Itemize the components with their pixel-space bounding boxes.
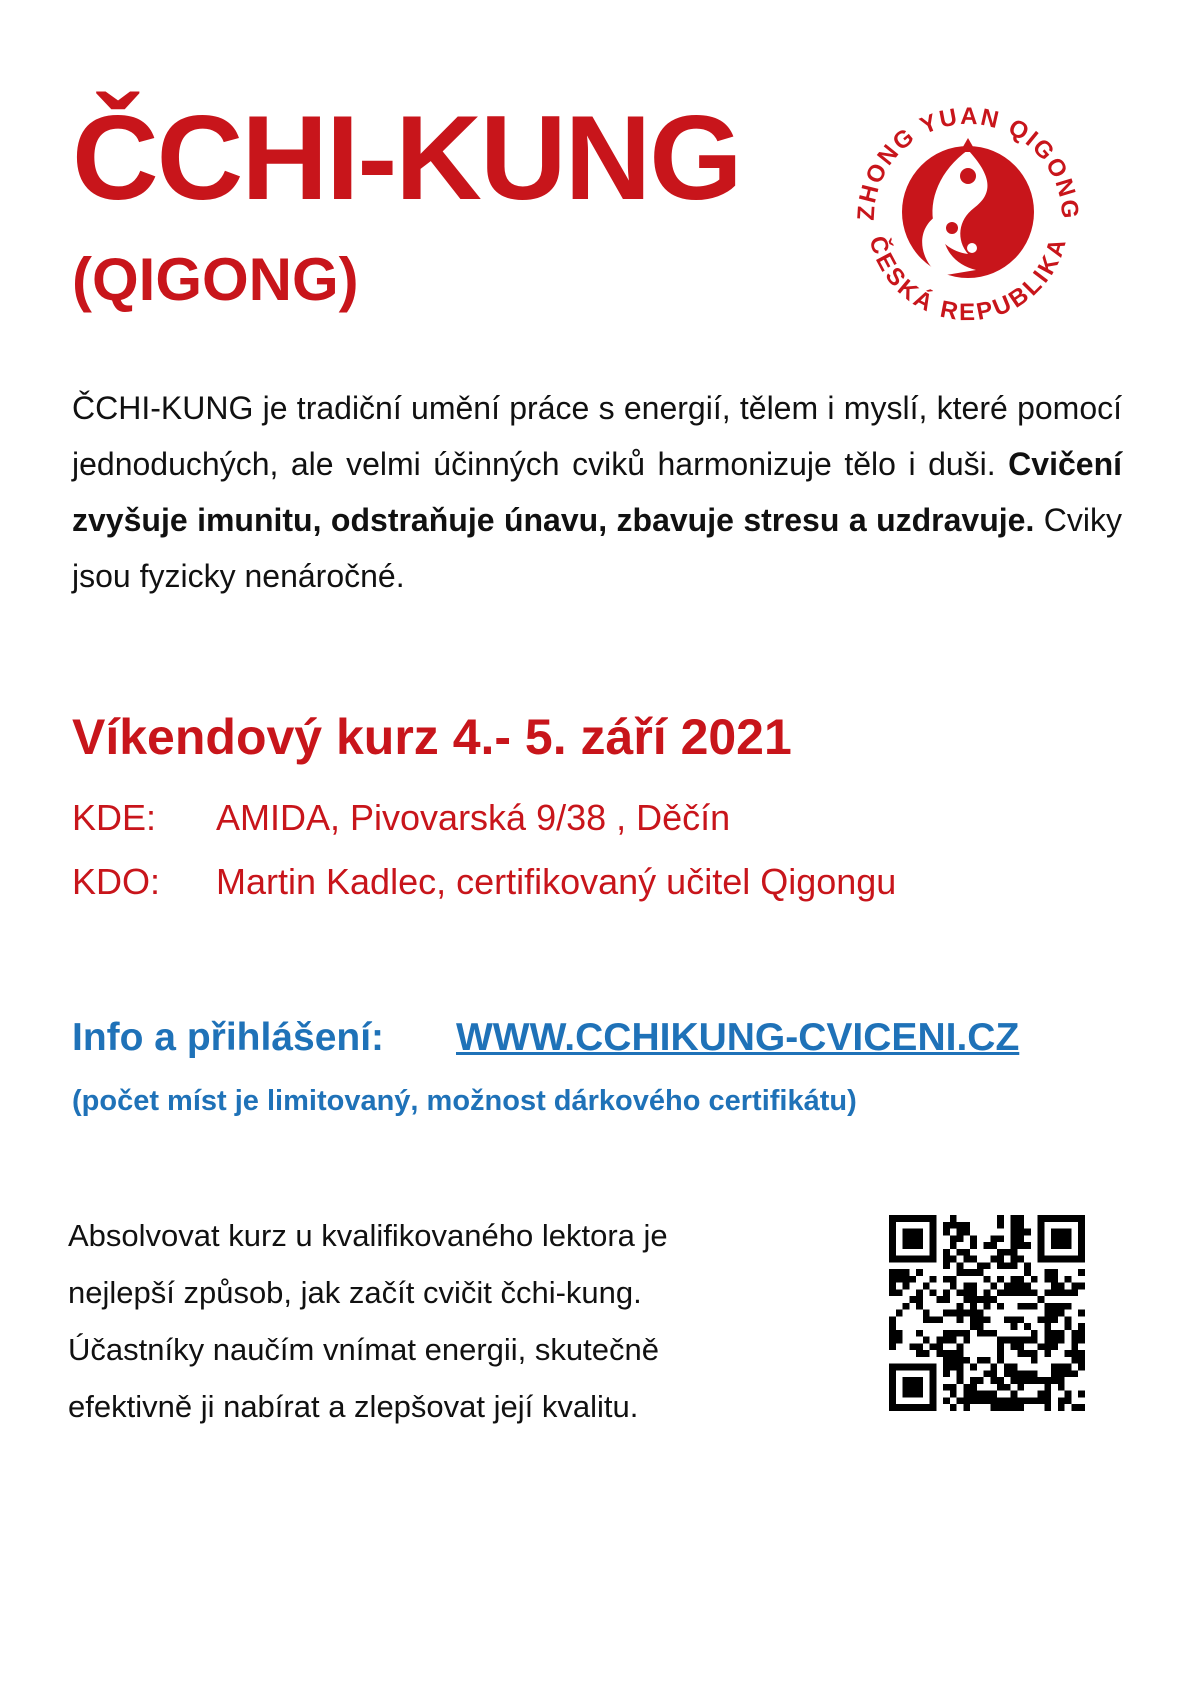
qr-code-graphic [889,1215,1085,1411]
qr-code-icon[interactable] [889,1215,1085,1411]
zhong-yuan-qigong-logo [848,90,1088,330]
info-registration-line [72,1018,1019,1057]
capacity-note: (počet míst je limitovaný, možnost dárkového certifikátu) [72,1085,857,1117]
intro-paragraph [72,380,1122,604]
teacher-label: KDO: [72,861,161,902]
closing-line: Účastníky naučím vnímat energii, skutečně [68,1332,659,1367]
closing-paragraph [68,1207,828,1435]
info-label: Info a přihlášení: [72,1016,385,1059]
page-subtitle: (QIGONG) [72,246,359,313]
intro-text-bold: Cvičení zvyšuje imunitu, odstraňuje únavu, zbavuje stresu a uzdravuje. [72,446,1122,538]
location-label: KDE: [72,797,157,838]
page-title: ČCHI-KUNG [72,91,741,225]
closing-line: Absolvovat kurz u kvalifikovaného lektora je [68,1218,668,1253]
course-location-row [72,797,731,838]
intro-text-1: ČCHI-KUNG je tradiční umění práce s energií, tělem i myslí, které pomocí jednoduchých, ale velmi účinných cviků harmonizuje tělo i duši. [72,390,1122,482]
svg-text:ZHONG YUAN QIGONG: ZHONG YUAN QIGONG [852,102,1084,222]
yin-yang-buddha-icon [848,90,1088,330]
teacher-value: Martin Kadlec, certifikovaný učitel Qigongu [216,861,897,902]
course-teacher-row [72,861,897,902]
svg-text:ČESKÁ REPUBLIKA: ČESKÁ REPUBLIKA [863,233,1073,327]
closing-line: nejlepší způsob, jak začít cvičit čchi-kung. [68,1275,642,1310]
location-value: AMIDA, Pivovarská 9/38 , Děčín [216,797,731,838]
closing-line: efektivně ji nabírat a zlepšovat její kvalitu. [68,1389,639,1424]
course-title: Víkendový kurz 4.- 5. září 2021 [72,709,792,765]
intro-text-2: Cviky jsou fyzicky nenáročné. [72,502,1123,594]
website-link[interactable]: WWW.CCHIKUNG-CVICENI.CZ [456,1016,1020,1059]
